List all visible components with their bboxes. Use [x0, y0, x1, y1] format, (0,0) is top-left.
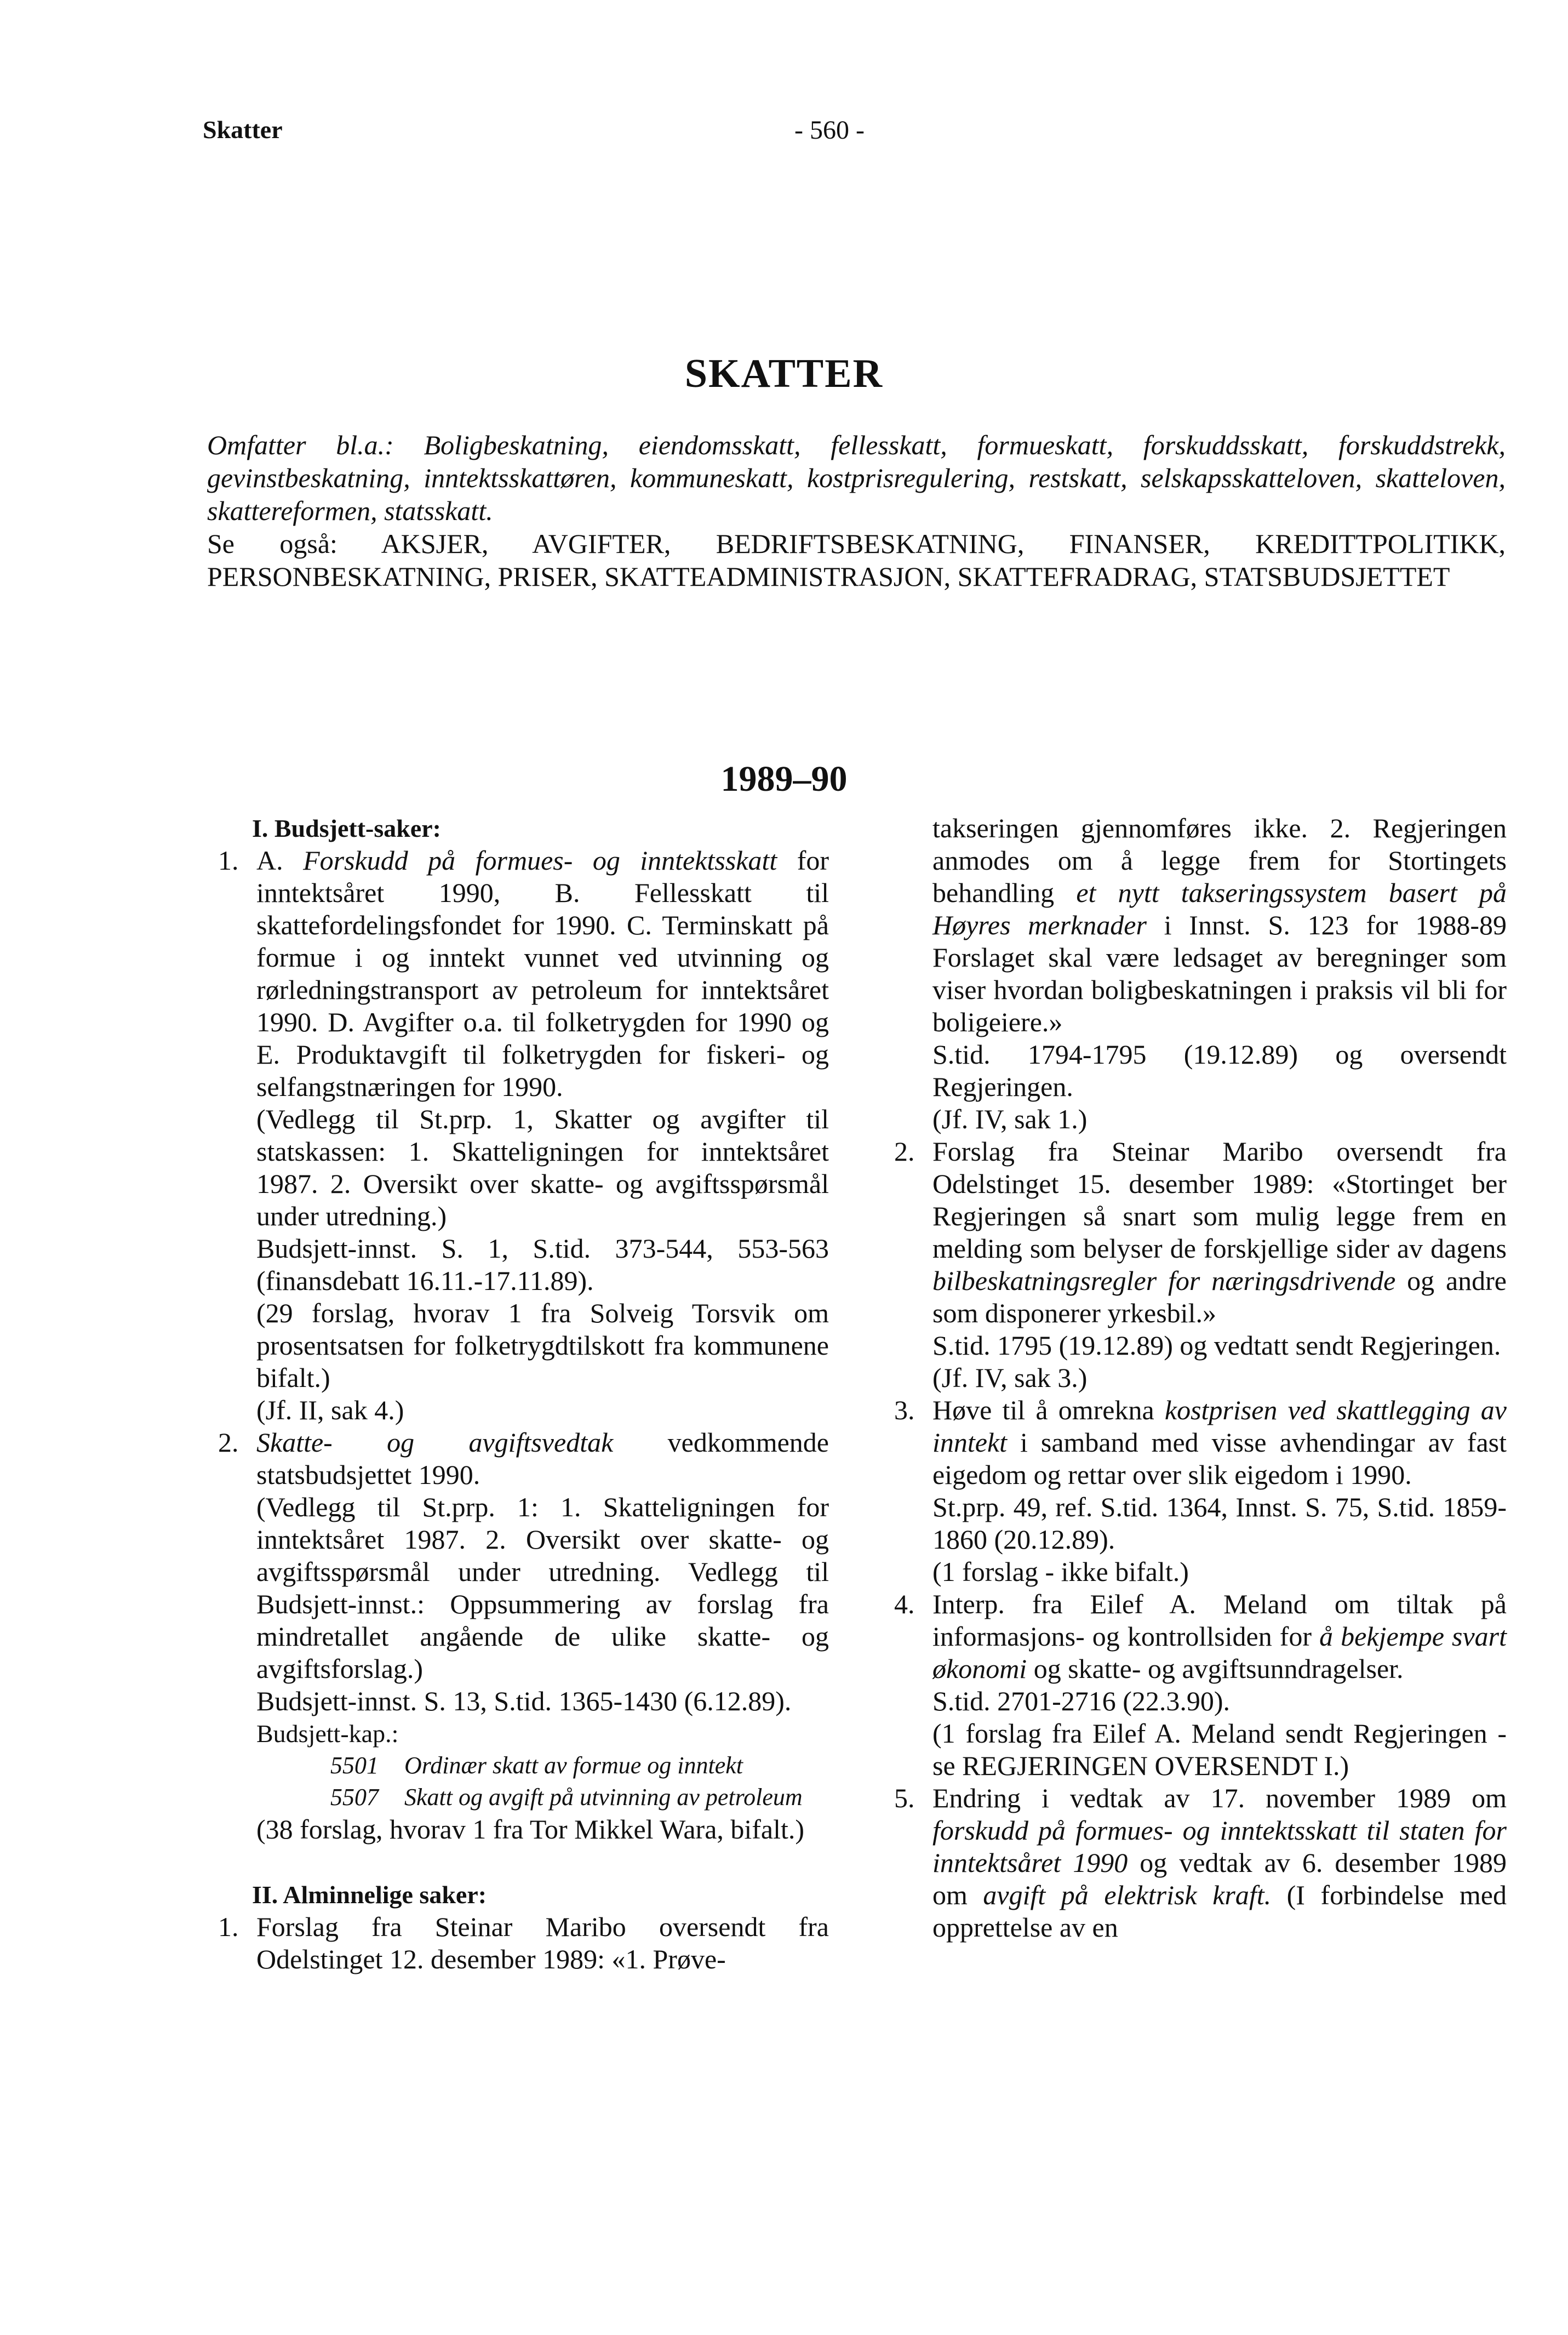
- item-prefix: A.: [256, 845, 283, 876]
- item-body: i Innst. S. 123 for 1988-89 Forslaget skal være ledsaget av beregninger som viser hvordan boligbeskatningen i praksis vil bli for boligeiere.»: [932, 910, 1507, 1037]
- item-stid: S.tid. 1795 (19.12.89) og vedtatt sendt Regjeringen.: [932, 1330, 1501, 1361]
- budget-chapter-code: 5501: [330, 1752, 379, 1779]
- item-emphasis: forskudd på formues- og inntektsskatt til staten for inntektsåret 1990: [932, 1815, 1507, 1878]
- item-emphasis: å bekjempe svart økonomi: [932, 1621, 1507, 1684]
- item-forslag: (38 forslag, hvorav 1 fra Tor Mikkel Wara, bifalt.): [256, 1814, 805, 1845]
- item-title: Forskudd på formues- og inntektsskatt: [303, 845, 777, 876]
- item-reference: (Jf. IV, sak 1.): [932, 1104, 1088, 1134]
- see-also-note: Se også: AKSJER, AVGIFTER, BEDRIFTSBESKATNING, FINANSER, KREDITTPOLITIKK, PERSONBESKATNING, PRISER, SKATTEADMINISTRASJON, SKATTEFRADRAG, STATSBUDSJETTET: [207, 528, 1506, 592]
- budget-chapter-code: 5507: [330, 1784, 379, 1811]
- item-emphasis: et nytt takseringssystem basert på Høyres merknader: [932, 877, 1507, 940]
- item-body: og andre som disponerer yrkesbil.»: [932, 1265, 1507, 1328]
- section-name: Skatter: [203, 116, 283, 144]
- item-text: [932, 1588, 1507, 1685]
- budget-chapter-desc: Ordinær skatt av formue og inntekt: [404, 1752, 743, 1779]
- item-number: 2.: [894, 1136, 915, 1167]
- list-item: [894, 1782, 1507, 1944]
- item-forslag: (1 forslag fra Eilef A. Meland sendt Regjeringen - se REGJERINGEN OVERSENDT I.): [932, 1718, 1507, 1781]
- item-number: 5.: [894, 1783, 915, 1813]
- budget-chapter-row: [218, 1782, 829, 1813]
- item-emphasis: bilbeskatningsregler for næringsdrivende: [932, 1265, 1396, 1296]
- budget-chapter-label: Budsjett-kap.:: [256, 1720, 399, 1748]
- list-item-continuation: [218, 1813, 829, 1846]
- item-emphasis: kostprisen ved skattlegging av inntekt: [932, 1395, 1507, 1458]
- left-column: [218, 812, 829, 1976]
- list-item-continuation: [894, 812, 1507, 1135]
- budget-chapter-row: [218, 1750, 829, 1782]
- page-number: - 560 -: [794, 116, 865, 145]
- item-text: [932, 1394, 1507, 1491]
- item-body: takseringen gjennomføres ikke. 2. Regjeringen anmodes om å legge frem for Stortingets behandling: [932, 813, 1507, 908]
- item-body: Endring i vedtak av 17. november 1989 om: [932, 1783, 1507, 1813]
- right-column: [894, 812, 1507, 1944]
- item-body: for inntektsåret 1990, B. Fellesskatt til skattefordelingsfondet for 1990. C. Terminskatt på formue i og inntekt vunnet ved utvinning og rørledningstransport av petroleum for inntektsåret 1990. D. Avgifter o.a. til folketrygden for 1990 og E. Produktavgift til folketrygden for fiskeri- og selfangstnæringen for 1990.: [256, 845, 829, 1102]
- coverage-note: Omfatter bl.a.: Boligbeskatning, eiendomsskatt, fellesskatt, formueskatt, forskuddsskatt, forskuddstrekk, gevinstbeskatning, inntektsskattøren, kommuneskatt, kostprisregulering, restskatt, selskapsskatteloven, skatteloven, skattereformen, statsskatt.: [207, 430, 1506, 526]
- item-innst: Budsjett-innst. S. 13, S.tid. 1365-1430 (6.12.89).: [256, 1686, 792, 1716]
- session-year: 1989–90: [720, 759, 848, 799]
- item-text: Forslag fra Steinar Maribo oversendt fra Odelstinget 12. desember 1989: «1. Prøve-: [256, 1911, 829, 1974]
- list-item: [218, 844, 829, 1426]
- item-body: (I forbindelse med opprettelse av en: [932, 1880, 1507, 1943]
- list-item: [894, 1588, 1507, 1782]
- item-number: 2.: [218, 1427, 239, 1458]
- item-text: [932, 1782, 1507, 1944]
- item-title: Skatte- og avgiftsvedtak: [256, 1427, 614, 1458]
- item-number: 1.: [218, 1911, 239, 1942]
- item-body: Interp. fra Eilef A. Meland om tiltak på informasjons- og kontrollsiden for: [932, 1589, 1507, 1652]
- item-text: [256, 844, 829, 1103]
- item-text: [256, 1426, 829, 1491]
- item-ref: St.prp. 49, ref. S.tid. 1364, Innst. S. 75, S.tid. 1859- 1860 (20.12.89).: [932, 1492, 1507, 1555]
- page-title: SKATTER: [684, 351, 884, 396]
- item-body: Forslag fra Steinar Maribo oversendt fra Odelstinget 15. desember 1989: «Stortinget ber Regjeringen så snart som mulig legge frem en melding som belyser de forskjellige sider av dagens: [932, 1136, 1507, 1264]
- item-forslag: (29 forslag, hvorav 1 fra Solveig Torsvik om prosentsatsen for folketrygdtilskott fra kommunene bifalt.): [256, 1298, 829, 1393]
- item-number: 3.: [894, 1395, 915, 1425]
- intro-block: [207, 429, 1506, 593]
- list-item: [894, 1135, 1507, 1394]
- item-stid: S.tid. 1794-1795 (19.12.89) og oversendt Regjeringen.: [932, 1039, 1507, 1102]
- item-body: og skatte- og avgiftsunndragelser.: [1033, 1653, 1404, 1684]
- item-stid: S.tid. 2701-2716 (22.3.90).: [932, 1686, 1231, 1716]
- item-emphasis: avgift på elektrisk kraft.: [983, 1880, 1272, 1910]
- section-heading-budget: I. Budsjett-saker:: [252, 814, 441, 842]
- item-number: 4.: [894, 1589, 915, 1619]
- item-number: 1.: [218, 845, 239, 876]
- budget-chapter-desc: Skatt og avgift på utvinning av petroleum: [404, 1784, 803, 1811]
- item-innst: Budsjett-innst. S. 1, S.tid. 373-544, 553-563 (finansdebatt 16.11.-17.11.89).: [256, 1233, 829, 1296]
- item-text: [932, 1135, 1507, 1329]
- item-reference: (Jf. II, sak 4.): [256, 1395, 404, 1425]
- item-body: vedkommende statsbudsjettet 1990.: [256, 1427, 829, 1490]
- list-item: [218, 1426, 829, 1750]
- item-reference: (Jf. IV, sak 3.): [932, 1362, 1088, 1393]
- section-heading-general: II. Alminnelige saker:: [252, 1881, 487, 1909]
- item-text: [932, 812, 1507, 1038]
- list-item: [218, 1911, 829, 1976]
- item-body: og vedtak av 6. desember 1989 om: [932, 1847, 1507, 1910]
- item-forslag: (1 forslag - ikke bifalt.): [932, 1556, 1189, 1587]
- running-header: [203, 115, 1518, 148]
- list-item: [894, 1394, 1507, 1588]
- section-gap: [218, 1846, 829, 1879]
- item-vedlegg: (Vedlegg til St.prp. 1, Skatter og avgifter til statskassen: 1. Skatteligningen for inntektsåret 1987. 2. Oversikt over skatte- og avgiftsspørsmål under utredning.): [256, 1104, 829, 1231]
- item-body: Høve til å omrekna: [932, 1395, 1154, 1425]
- item-body: i samband med visse avhendingar av fast eigedom og rettar over slik eigedom i 1990.: [932, 1427, 1507, 1490]
- item-vedlegg: (Vedlegg til St.prp. 1: 1. Skatteligningen for inntektsåret 1987. 2. Oversikt over skatte- og avgiftsspørsmål under utredning. Vedlegg til Budsjett-innst.: Oppsummering av forslag fra mindretallet angående de ulike skatte- og avgiftsforslag.): [256, 1492, 829, 1684]
